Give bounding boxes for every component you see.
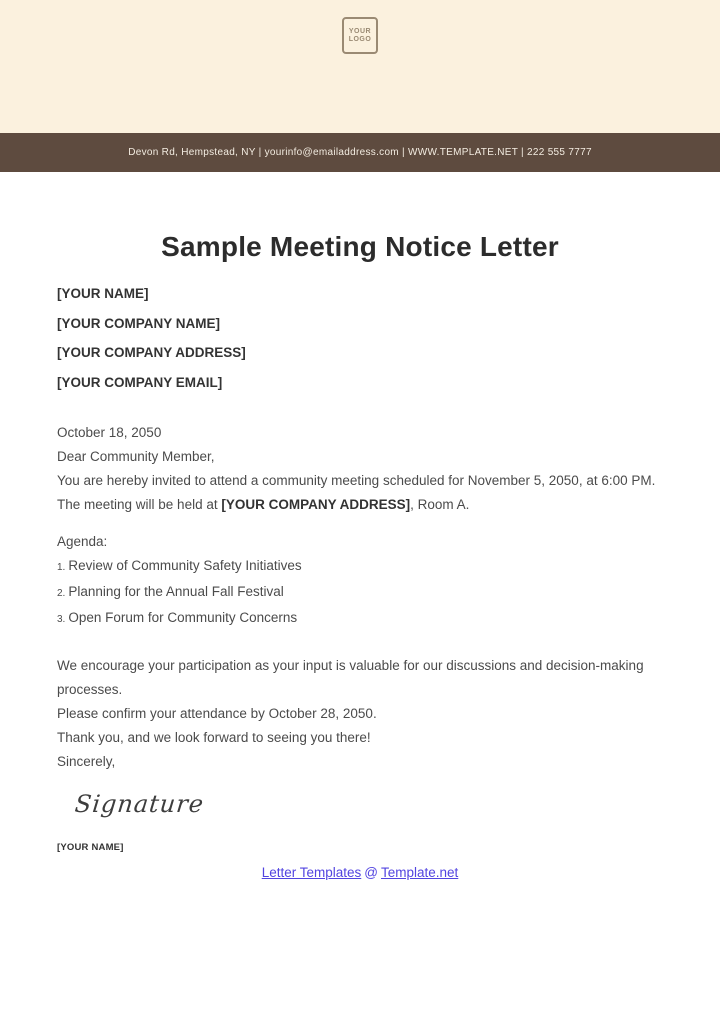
agenda-item-text: Review of Community Safety Initiatives [68, 558, 302, 573]
logo-placeholder [342, 17, 378, 54]
agenda-item-number: 3. [57, 614, 66, 625]
intro-text-after: , Room A. [410, 497, 470, 512]
closing-line: Sincerely, [57, 754, 116, 769]
agenda-item [57, 580, 663, 606]
letter-templates-link[interactable]: Letter Templates [261, 865, 362, 880]
logo-text-line1: YOUR [348, 27, 372, 35]
agenda-item-number: 1. [57, 562, 66, 573]
sender-company-address-placeholder: [YOUR COMPANY ADDRESS] [57, 345, 246, 360]
contact-info-text: Devon Rd, Hempstead, NY | yourinfo@emailaddress.com | WWW.TEMPLATE.NET | 222 555 7777 [128, 147, 592, 158]
sender-company-email-placeholder: [YOUR COMPANY EMAIL] [57, 374, 223, 390]
signer-name-placeholder: [YOUR NAME] [57, 842, 124, 853]
page-title: Sample Meeting Notice Letter [161, 231, 559, 262]
intro-address-placeholder: [YOUR COMPANY ADDRESS] [221, 497, 411, 512]
confirmation-line: Please confirm your attendance by October 28, 2050. [57, 706, 377, 721]
sender-block [57, 279, 663, 397]
agenda-item-text: Planning for the Annual Fall Festival [68, 584, 284, 599]
footer-links [57, 865, 663, 880]
intro-text-before: You are hereby invited to attend a community meeting scheduled for November 5, 2050, at 6:00 PM. The meeting will be held at [57, 473, 656, 512]
intro-paragraph [57, 469, 663, 517]
agenda-item-number: 2. [57, 588, 66, 599]
logo-text-line2: LOGO [348, 35, 372, 43]
template-net-link[interactable]: Template.net [380, 865, 459, 880]
salutation: Dear Community Member, [57, 449, 215, 464]
agenda-item [57, 554, 663, 580]
sender-company-name-placeholder: [YOUR COMPANY NAME] [57, 315, 221, 331]
sender-name-placeholder: [YOUR NAME] [57, 286, 149, 301]
contact-bar [0, 133, 720, 172]
header-band [0, 0, 720, 133]
signature-script: Signature [73, 790, 206, 818]
closing-block [57, 654, 663, 774]
letter-intro-block [57, 421, 663, 517]
agenda-item [57, 606, 663, 632]
letter-body [0, 230, 720, 880]
footer-separator: @ [364, 865, 378, 880]
thanks-line: Thank you, and we look forward to seeing you there! [57, 730, 371, 745]
agenda-list [57, 554, 663, 632]
agenda-item-text: Open Forum for Community Concerns [68, 610, 298, 625]
agenda-label: Agenda: [57, 534, 108, 549]
letter-date: October 18, 2050 [57, 425, 162, 440]
participation-paragraph: We encourage your participation as your input is valuable for our discussions and decision-making processes. [57, 658, 644, 697]
